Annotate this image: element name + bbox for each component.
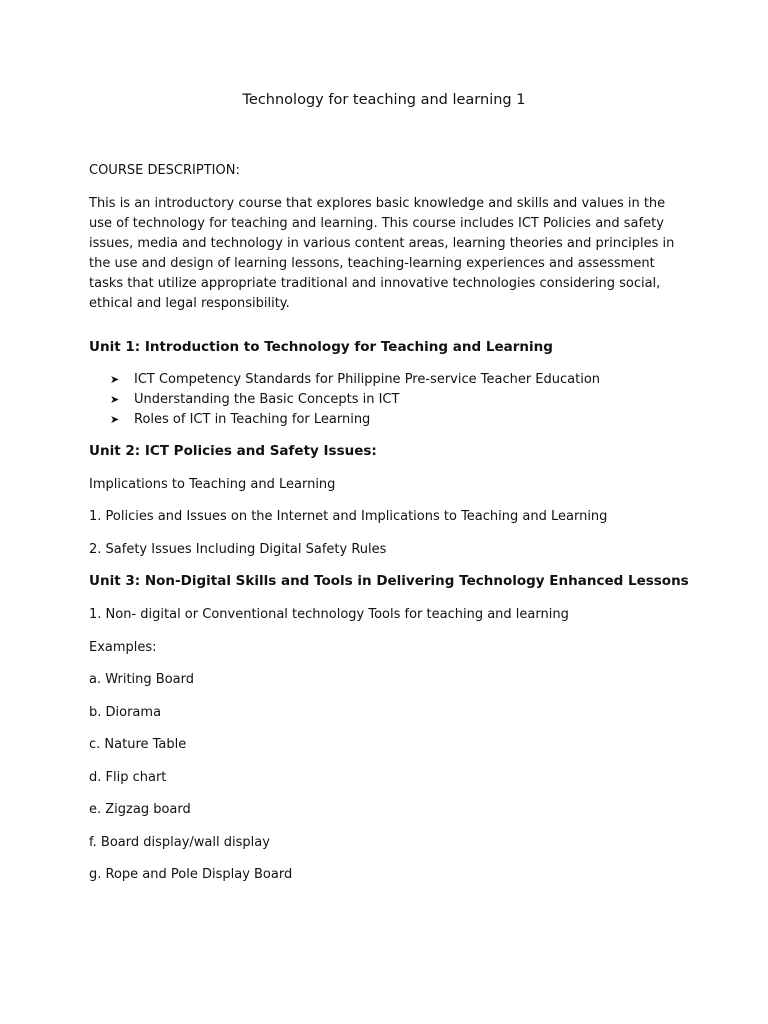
unit3-item-1: 1. Non- digital or Conventional technology Tools for teaching and learning xyxy=(89,607,569,622)
unit2-item-1: 1. Policies and Issues on the Internet and Implications to Teaching and Learning xyxy=(89,509,608,524)
list-item-label: Understanding the Basic Concepts in ICT xyxy=(134,392,400,407)
example-item: a. Writing Board xyxy=(89,672,194,687)
list-item-label: ICT Competency Standards for Philippine Pre-service Teacher Education xyxy=(134,372,601,387)
unit2-item-2: 2. Safety Issues Including Digital Safety Rules xyxy=(89,542,387,557)
list-item-label: Roles of ICT in Teaching for Learning xyxy=(134,412,371,427)
example-item: f. Board display/wall display xyxy=(89,835,270,850)
unit1-heading: Unit 1: Introduction to Technology for Teaching and Learning xyxy=(89,339,553,355)
unit2-heading: Unit 2: ICT Policies and Safety Issues: xyxy=(89,443,377,459)
list-item xyxy=(110,410,600,430)
example-item: d. Flip chart xyxy=(89,770,167,785)
example-item: g. Rope and Pole Display Board xyxy=(89,867,293,882)
unit2-intro: Implications to Teaching and Learning xyxy=(89,477,336,492)
course-description-label: COURSE DESCRIPTION: xyxy=(89,163,240,178)
list-item xyxy=(110,390,600,410)
unit3-heading: Unit 3: Non-Digital Skills and Tools in Delivering Technology Enhanced Lessons xyxy=(89,573,689,589)
page-title: Technology for teaching and learning 1 xyxy=(242,92,526,108)
example-item: c. Nature Table xyxy=(89,737,187,752)
course-description-text: This is an introductory course that explores basic knowledge and skills and values in the use of technology for teaching and learning. This course includes ICT Policies and safety issues, media and technology in various content areas, learning theories and principles in the use and design of learning lessons, teaching-learning experiences and assessment tasks that utilize appropriate traditional and innovative technologies considering social, ethical and legal responsibility. xyxy=(89,196,675,311)
example-item: b. Diorama xyxy=(89,705,162,720)
arrow-bullet-icon: ➤ xyxy=(110,393,120,406)
arrow-bullet-icon: ➤ xyxy=(110,413,120,426)
example-item: e. Zigzag board xyxy=(89,802,191,817)
list-item xyxy=(110,370,600,390)
unit1-topic-list xyxy=(110,370,600,430)
arrow-bullet-icon: ➤ xyxy=(110,373,120,386)
examples-label: Examples: xyxy=(89,640,157,655)
